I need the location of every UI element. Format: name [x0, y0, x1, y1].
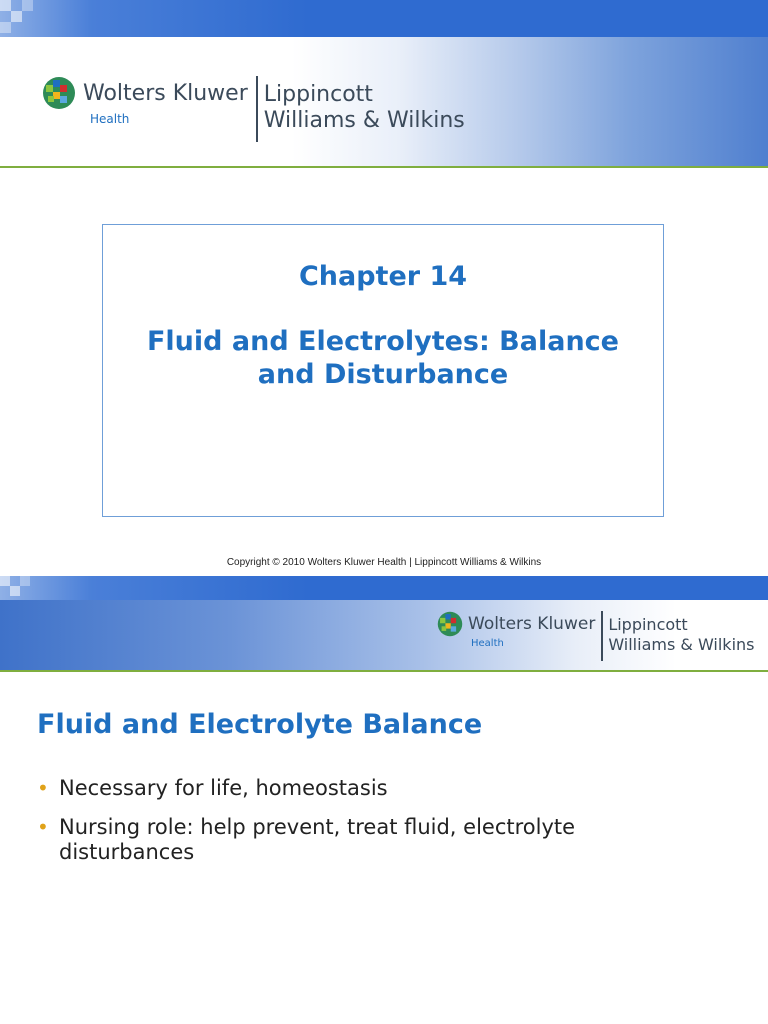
brand-name: Wolters Kluwer: [83, 80, 248, 106]
brand-division: Health: [90, 112, 130, 126]
publisher-logo: [437, 611, 754, 661]
wolters-kluwer-icon: [437, 611, 463, 637]
list-item: [37, 815, 737, 865]
header-rule: [0, 670, 768, 672]
brand-name: Wolters Kluwer: [468, 614, 596, 634]
bullet-list: [37, 776, 737, 879]
chapter-title-line-2: and Disturbance: [257, 359, 509, 390]
title-box: [102, 224, 664, 517]
publisher-line-2: Williams & Wilkins: [608, 635, 755, 654]
publisher-logo: [42, 76, 465, 142]
header-stripe: [0, 0, 768, 37]
bullet-icon: •: [37, 776, 49, 800]
publisher-line-2: Williams & Wilkins: [263, 108, 465, 133]
brand-division: Health: [471, 638, 504, 649]
publisher-line-1: Lippincott: [608, 615, 688, 634]
wolters-kluwer-icon: [42, 76, 76, 110]
chapter-heading: Chapter 14: [298, 261, 468, 292]
list-item-text: Nursing role: help prevent, treat fluid, electrolyte: [59, 815, 576, 839]
header-stripe: [0, 576, 768, 600]
chapter-title: [103, 325, 663, 391]
chapter-title-line-1: Fluid and Electrolytes: Balance: [146, 326, 619, 357]
copyright-notice: Copyright © 2010 Wolters Kluwer Health | Lippincott Williams & Wilkins: [226, 557, 542, 568]
header-rule: [0, 166, 768, 168]
list-item-text-continued: disturbances: [59, 840, 195, 864]
list-item-text: Necessary for life, homeostasis: [59, 776, 388, 800]
logo-divider: [256, 76, 258, 142]
list-item: [37, 776, 737, 801]
bullet-icon: •: [37, 815, 49, 839]
logo-divider: [601, 611, 603, 661]
content-slide: [0, 576, 768, 1024]
slide-title: Fluid and Electrolyte Balance: [37, 709, 483, 740]
publisher-line-1: Lippincott: [263, 82, 373, 107]
